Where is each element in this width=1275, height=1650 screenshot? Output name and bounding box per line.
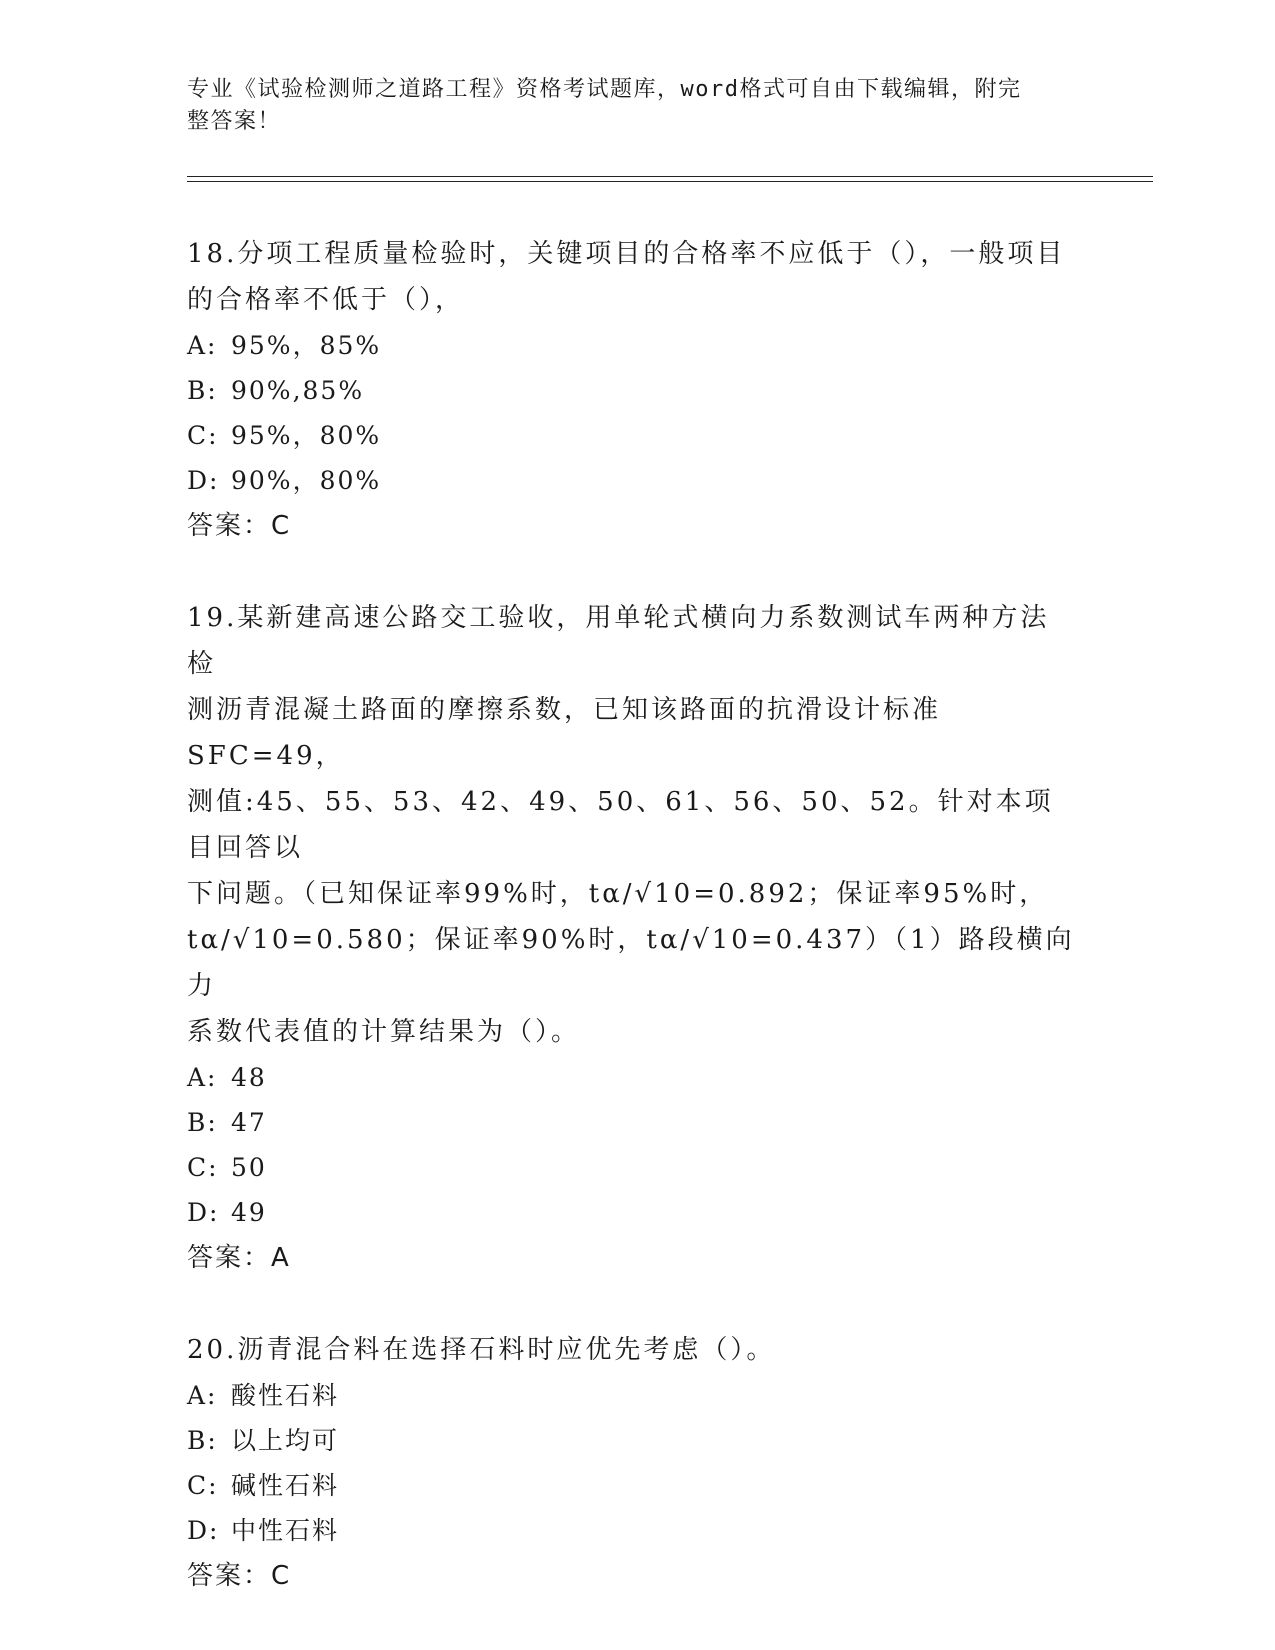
option-a xyxy=(187,323,1077,368)
question-text-line: tα/√10=0.580；保证率90%时，tα/√10=0.437）（1）路段横向力 xyxy=(187,925,1075,1001)
answer-label: 答案：C xyxy=(187,1561,292,1591)
question-text-line: 的合格率不低于（）， xyxy=(187,285,465,315)
option-letter: D: xyxy=(187,1516,220,1545)
answer-label: 答案：C xyxy=(187,511,292,541)
question-text-line: 系数代表值的计算结果为（）。 xyxy=(187,1017,581,1047)
header-divider-top xyxy=(187,176,1153,177)
question-20 xyxy=(187,1327,1077,1599)
question-text-line: 测值:45、55、53、42、49、50、61、56、50、52。针对本项目回答以 xyxy=(187,787,1054,863)
option-letter: C: xyxy=(187,421,219,450)
option-letter: B: xyxy=(187,376,218,405)
option-text: 以上均可 xyxy=(231,1426,340,1455)
option-text: 酸性石料 xyxy=(231,1381,340,1410)
option-text: 碱性石料 xyxy=(231,1471,340,1500)
header-line-2: 整答案！ xyxy=(187,109,282,134)
option-c xyxy=(187,413,1077,458)
question-19 xyxy=(187,595,1077,1281)
option-letter: C: xyxy=(187,1471,219,1500)
option-b xyxy=(187,1100,1077,1145)
option-text: 95%，80% xyxy=(231,421,382,450)
option-text: 49 xyxy=(231,1198,267,1227)
question-18 xyxy=(187,231,1077,549)
header-divider-bottom xyxy=(187,181,1153,182)
option-a xyxy=(187,1055,1077,1100)
header-line-1: 专业《试验检测师之道路工程》资格考试题库，word格式可自由下载编辑，附完 xyxy=(187,77,1022,102)
option-text: 90%，80% xyxy=(231,466,382,495)
option-letter: A: xyxy=(187,1381,218,1410)
question-text-line: 测沥青混凝土路面的摩擦系数，已知该路面的抗滑设计标准SFC=49， xyxy=(187,695,942,771)
question-text-line: 下问题。（已知保证率99%时，tα/√10=0.892；保证率95%时， xyxy=(187,879,1049,909)
option-b xyxy=(187,368,1077,413)
question-list xyxy=(187,231,1077,1645)
answer-label: 答案：A xyxy=(187,1243,291,1273)
question-text-line: 20.沥青混合料在选择石料时应优先考虑（）。 xyxy=(187,1335,776,1365)
option-letter: D: xyxy=(187,466,220,495)
option-d xyxy=(187,1508,1077,1553)
option-text: 95%，85% xyxy=(231,331,382,360)
option-text: 48 xyxy=(231,1063,267,1092)
option-letter: D: xyxy=(187,1198,220,1227)
option-letter: A: xyxy=(187,1063,218,1092)
option-letter: B: xyxy=(187,1426,218,1455)
option-text: 90%,85% xyxy=(231,376,365,405)
option-d xyxy=(187,458,1077,503)
option-letter: A: xyxy=(187,331,218,360)
document-header xyxy=(187,74,1067,138)
option-c xyxy=(187,1145,1077,1190)
option-text: 50 xyxy=(231,1153,267,1182)
option-d xyxy=(187,1190,1077,1235)
option-b xyxy=(187,1418,1077,1463)
option-text: 中性石料 xyxy=(231,1516,340,1545)
option-letter: C: xyxy=(187,1153,219,1182)
option-text: 47 xyxy=(231,1108,267,1137)
option-a xyxy=(187,1373,1077,1418)
option-letter: B: xyxy=(187,1108,218,1137)
question-text-line: 18.分项工程质量检验时，关键项目的合格率不应低于（），一般项目 xyxy=(187,239,1066,269)
question-text-line: 19.某新建高速公路交工验收，用单轮式横向力系数测试车两种方法检 xyxy=(187,603,1050,679)
option-c xyxy=(187,1463,1077,1508)
